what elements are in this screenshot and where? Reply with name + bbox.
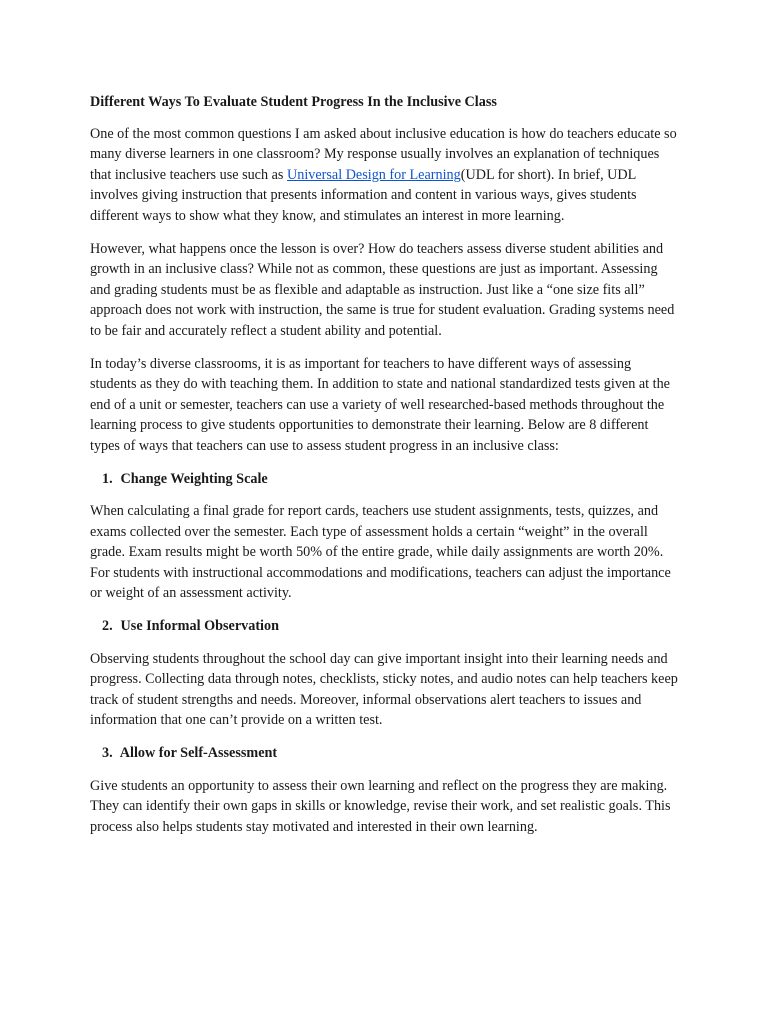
section-heading-3 [90, 743, 680, 764]
intro-paragraph-1-text-before-link: One of the most common questions I am asked about inclusive education is how do teachers educate so many diverse learners in one classroom? My response usually involves an explanation of techniques that inclusive teachers use such as [90, 125, 677, 183]
intro-paragraph-3: In today’s diverse classrooms, it is as important for teachers to have different ways of assessing students as they do with teaching them. In addition to state and national standardized tests given at the end of a unit or semester, teachers can use a variety of well researched-based methods throughout the learning process to give students opportunities to demonstrate their learning. Below are 8 different types of ways that teachers can use to assess student progress in an inclusive class: [90, 355, 670, 454]
intro-paragraph-1-text-after-link: (UDL for short). In brief, UDL involves giving instruction that presents information and content in various ways, gives students different ways to show what they know, and stimulates an interest in more learning. [90, 166, 637, 224]
section-title-2: Use Informal Observation [120, 618, 279, 635]
section-title-3: Allow for Self-Assessment [119, 745, 278, 762]
document-page [90, 92, 680, 849]
section-number-3: 3. [102, 745, 113, 762]
section-body-2: Observing students throughout the school day can give important insight into their learning needs and progress. Collecting data through notes, checklists, sticky notes, and audio notes can help teachers keep track of student strengths and needs. Moreover, informal observations alert teachers to issues and information that one can’t provide on a written test. [90, 650, 678, 729]
section-number-2: 2. [102, 618, 113, 635]
section-title-1: Change Weighting Scale [120, 470, 268, 487]
section-number-1: 1. [102, 470, 113, 487]
document-title: Different Ways To Evaluate Student Progress In the Inclusive Class [90, 94, 497, 110]
udl-link[interactable]: Universal Design for Learning [286, 166, 461, 183]
section-body-1: When calculating a final grade for report cards, teachers use student assignments, tests, quizzes, and exams collected over the semester. Each type of assessment holds a certain “weight” in the overall grade. Exam results might be worth 50% of the entire grade, while daily assignments are worth 20%. For students with instructional accommodations and modifications, teachers can adjust the importance or weight of an assessment activity. [90, 503, 671, 602]
section-heading-2 [90, 616, 680, 637]
section-heading-1 [90, 469, 680, 490]
intro-paragraph-1 [90, 124, 680, 227]
intro-paragraph-2: However, what happens once the lesson is over? How do teachers assess diverse student abilities and growth in an inclusive class? While not as common, these questions are just as important. Assessing and grading students must be as flexible and adaptable as instruction. Just like a “one size fits all” approach does not work with instruction, the same is true for student evaluation. Grading systems need to be fair and accurately reflect a student ability and potential. [90, 240, 675, 339]
section-body-3: Give students an opportunity to assess their own learning and reflect on the progress they are making. They can identify their own gaps in skills or knowledge, revise their work, and set realistic goals. This process also helps students stay motivated and interested in their own learning. [90, 777, 671, 835]
